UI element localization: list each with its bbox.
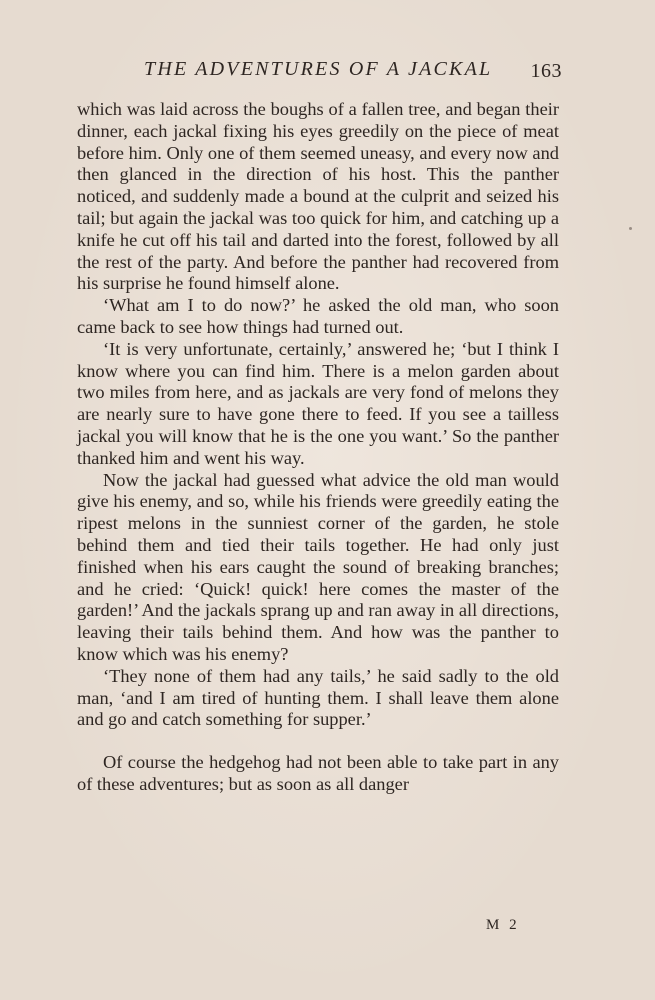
signature-mark: M 2 xyxy=(486,917,520,933)
paper-speck xyxy=(629,227,632,230)
body-text xyxy=(77,99,559,796)
page-number: 163 xyxy=(530,60,562,82)
paragraph: Of course the hedgehog had not been able to take part in any of these adventures; but as soon as all danger xyxy=(77,752,559,794)
paragraph: ‘What am I to do now?’ he asked the old man, who soon came back to see how things had turned out. xyxy=(77,295,559,337)
paragraph: Now the jackal had guessed what advice the old man would give his enemy, and so, while his friends were greedily eating the ripest melons in the sunniest corner of the garden, he stole behind them and tied their tails together. He had only just finished when his ears caught the sound of breaking branches; and he cried: ‘Quick! quick! here comes the master of the garden!’ And the jackals sprang up and ran away in all directions, leaving their tails behind them. And how was the panther to know which was his enemy? xyxy=(77,469,559,664)
paragraph: ‘It is very unfortunate, certainly,’ answered he; ‘but I think I know where you can find him. There is a melon garden about two miles from here, and as jackals are very fond of melons they are nearly sure to have gone there to feed. If you see a tailless jackal you will know that he is the one you want.’ So the panther thanked him and went his way. xyxy=(77,338,559,468)
paragraph: ‘They none of them had any tails,’ he said sadly to the old man, ‘and I am tired of hunting them. I shall leave them alone and go and catch something for supper.’ xyxy=(77,665,559,730)
running-head xyxy=(140,54,570,88)
paragraph: which was laid across the boughs of a fallen tree, and began their dinner, each jackal fixing his eyes greedily on the piece of meat before him. Only one of them seemed uneasy, and every now and then glanced in the direction of his host. This the panther noticed, and suddenly made a bound at the culprit and seized his tail; but again the jackal was too quick for him, and catching up a knife he cut off his tail and darted into the forest, followed by all the rest of the party. And before the panther had recovered from his surprise he found himself alone. xyxy=(77,99,559,294)
running-title: THE ADVENTURES OF A JACKAL xyxy=(144,58,493,80)
